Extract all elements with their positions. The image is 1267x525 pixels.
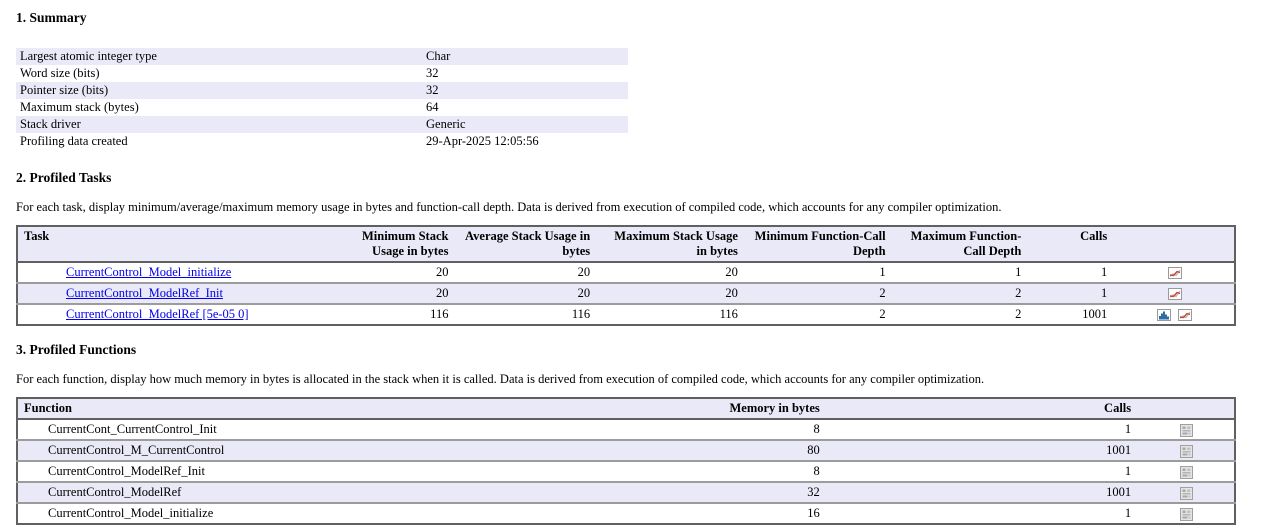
column-header-max-stack: Maximum Stack Usage in bytes (598, 226, 746, 262)
max-stack-value: 20 (725, 286, 738, 300)
table-row (17, 461, 1235, 482)
column-header-calls: Calls (1029, 226, 1115, 262)
min-stack-value: 116 (430, 307, 449, 321)
table-row (16, 82, 628, 99)
function-report-icon[interactable] (1180, 466, 1193, 479)
table-row (16, 48, 628, 65)
column-header-avg-stack: Average Stack Usage in bytes (456, 226, 598, 262)
table-row (16, 133, 628, 150)
avg-stack-value: 20 (577, 286, 591, 300)
function-report-icon[interactable] (1180, 424, 1193, 437)
min-depth-value: 1 (879, 265, 886, 279)
column-header-task: Task (17, 226, 347, 262)
table-row (17, 482, 1235, 503)
function-report-icon[interactable] (1180, 508, 1193, 521)
table-row (17, 283, 1235, 304)
table-row (17, 440, 1235, 461)
summary-table (16, 48, 628, 150)
line-plot-icon[interactable] (1178, 309, 1192, 321)
table-row (17, 304, 1235, 325)
column-header-memory: Memory in bytes (646, 398, 828, 419)
avg-stack-value: 20 (577, 265, 591, 279)
table-row (17, 419, 1235, 440)
column-header-calls: Calls (828, 398, 1139, 419)
tasks-section-title: 2. Profiled Tasks (16, 170, 112, 185)
memory-value: 16 (807, 506, 820, 520)
memory-value: 8 (813, 422, 820, 436)
summary-label: Stack driver (20, 117, 81, 131)
max-depth-value: 1 (1015, 265, 1022, 279)
min-stack-value: 20 (435, 286, 449, 300)
table-row (16, 116, 628, 133)
summary-label: Word size (bits) (20, 66, 100, 80)
task-link[interactable]: CurrentControl_ModelRef [5e-05 0] (66, 307, 249, 321)
summary-value: 64 (426, 100, 439, 114)
calls-value: 1 (1124, 422, 1132, 436)
function-name: CurrentCont_CurrentControl_Init (48, 422, 217, 436)
histogram-icon[interactable] (1157, 309, 1171, 321)
function-name: CurrentControl_ModelRef_Init (48, 464, 205, 478)
table-row (16, 99, 628, 116)
summary-label: Pointer size (bits) (20, 83, 109, 97)
calls-value: 1 (1124, 464, 1132, 478)
function-report-icon[interactable] (1180, 487, 1193, 500)
memory-value: 32 (807, 485, 820, 499)
plot-icons-cell (1115, 283, 1235, 304)
functions-description: For each function, display how much memory in bytes is allocated in the stack when it is called. Data is derived from execution of compiled code, which accounts for any compiler optimization. (16, 372, 985, 386)
min-depth-value: 2 (879, 286, 886, 300)
table-row (16, 65, 628, 82)
function-report-icon[interactable] (1180, 445, 1193, 458)
task-name-cell (17, 304, 347, 325)
task-link[interactable]: CurrentControl_ModelRef_Init (66, 286, 223, 300)
column-header-function: Function (17, 398, 646, 419)
calls-value: 1001 (1106, 443, 1132, 457)
max-depth-value: 2 (1015, 286, 1022, 300)
max-stack-value: 20 (725, 265, 738, 279)
function-name: CurrentControl_M_CurrentControl (48, 443, 225, 457)
table-header-row (17, 226, 1235, 262)
function-name: CurrentControl_Model_initialize (48, 506, 214, 520)
calls-value: 1001 (1082, 307, 1108, 321)
table-row (17, 262, 1235, 283)
task-link[interactable]: CurrentControl_Model_initialize (66, 265, 232, 279)
plot-icons-cell (1115, 262, 1235, 283)
functions-section-title: 3. Profiled Functions (16, 342, 137, 357)
memory-value: 8 (813, 464, 820, 478)
summary-value: 29-Apr-2025 12:05:56 (426, 134, 539, 148)
column-header-max-depth: Maximum Function-Call Depth (894, 226, 1030, 262)
max-depth-value: 2 (1015, 307, 1022, 321)
report-icon-cell (1139, 419, 1235, 440)
summary-value: 32 (426, 83, 439, 97)
report-icon-cell (1139, 440, 1235, 461)
calls-value: 1001 (1106, 485, 1132, 499)
task-name-cell (17, 283, 347, 304)
summary-label: Profiling data created (20, 134, 128, 148)
profiled-functions-table (16, 397, 1236, 525)
plot-icons-cell (1115, 304, 1235, 325)
task-name-cell (17, 262, 347, 283)
summary-value: Char (426, 49, 451, 63)
summary-value: 32 (426, 66, 439, 80)
summary-section-title: 1. Summary (16, 10, 87, 25)
table-row (17, 503, 1235, 524)
min-stack-value: 20 (435, 265, 449, 279)
calls-value: 1 (1100, 265, 1108, 279)
column-header-plots (1115, 226, 1235, 262)
tasks-description: For each task, display minimum/average/maximum memory usage in bytes and function-call depth. Data is derived from execution of compiled code, which accounts for any compiler optimization. (16, 200, 1002, 214)
function-name: CurrentControl_ModelRef (48, 485, 182, 499)
memory-value: 80 (807, 443, 820, 457)
summary-label: Largest atomic integer type (20, 49, 157, 63)
max-stack-value: 116 (719, 307, 738, 321)
report-icon-cell (1139, 482, 1235, 503)
report-icon-cell (1139, 461, 1235, 482)
column-header-min-stack: Minimum Stack Usage in bytes (347, 226, 457, 262)
calls-value: 1 (1100, 286, 1108, 300)
column-header-report (1139, 398, 1235, 419)
avg-stack-value: 116 (571, 307, 591, 321)
min-depth-value: 2 (879, 307, 886, 321)
calls-value: 1 (1124, 506, 1132, 520)
table-header-row (17, 398, 1235, 419)
column-header-min-depth: Minimum Function-Call Depth (746, 226, 894, 262)
profiled-tasks-table (16, 225, 1236, 326)
line-plot-icon[interactable] (1168, 267, 1182, 279)
summary-label: Maximum stack (bytes) (20, 100, 139, 114)
report-icon-cell (1139, 503, 1235, 524)
line-plot-icon[interactable] (1168, 288, 1182, 300)
summary-value: Generic (426, 117, 466, 131)
